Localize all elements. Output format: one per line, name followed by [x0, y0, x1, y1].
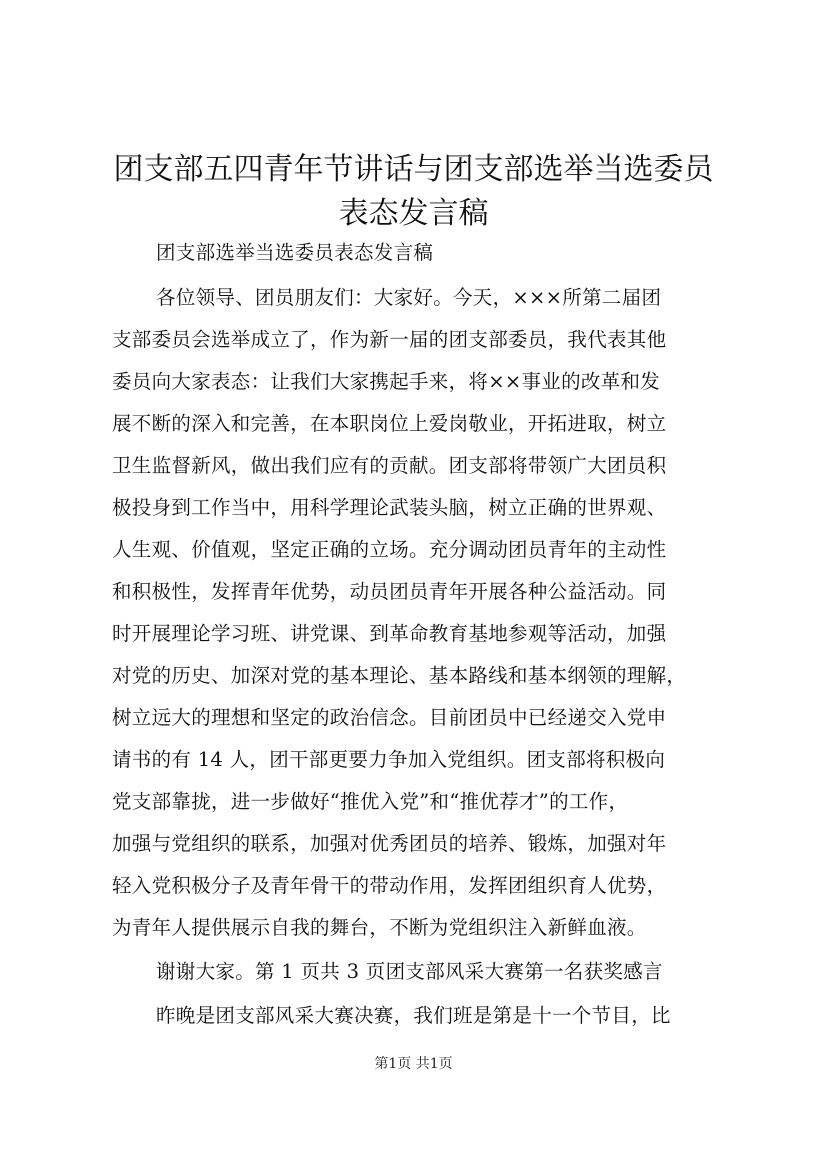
body-line: 时开展理论学习班、讲党课、到革命教育基地参观等活动，加强 — [112, 622, 667, 645]
body-line: 为青年人提供展示自我的舞台，不断为党组织注入新鲜血液。 — [112, 916, 647, 939]
body-line: 极投身到工作当中，用科学理论武装头脑，树立正确的世界观、 — [112, 496, 667, 519]
body-line: 请书的有 14 人，团干部更要力争加入党组织。团支部将积极向 — [112, 748, 666, 771]
body-line: 轻入党积极分子及青年骨干的带动作用，发挥团组织育人优势， — [112, 874, 667, 897]
body-line: 人生观、价值观，坚定正确的立场。充分调动团员青年的主动性 — [112, 538, 667, 561]
page-number-footer: 第1页 共1页 — [374, 1056, 453, 1072]
body-line: 卫生监督新风，做出我们应有的贡献。团支部将带领广大团员积 — [112, 454, 667, 477]
body-line: 谢谢大家。第 1 页共 3 页团支部风采大赛第一名获奖感言 — [156, 960, 663, 983]
body-line: 党支部靠拢，进一步做好“推优入党”和“推优荐才”的工作， — [112, 790, 629, 813]
body-line: 对党的历史、加深对党的基本理论、基本路线和基本纲领的理解， — [112, 664, 687, 687]
body-line: 支部委员会选举成立了，作为新一届的团支部委员，我代表其他 — [112, 328, 667, 351]
document-title-line-2: 表态发言稿 — [338, 196, 489, 231]
body-line: 树立远大的理想和坚定的政治信念。目前团员中已经递交入党申 — [112, 706, 667, 729]
body-line: 委员向大家表态：让我们大家携起手来，将××事业的改革和发 — [112, 370, 661, 393]
body-line: 各位领导、团员朋友们：大家好。今天，×××所第二届团 — [156, 286, 662, 309]
body-line: 展不断的深入和完善，在本职岗位上爱岗敬业，开拓进取，树立 — [112, 412, 667, 435]
body-line: 和积极性，发挥青年优势，动员团员青年开展各种公益活动。同 — [112, 580, 667, 603]
body-line: 加强与党组织的联系，加强对优秀团员的培养、锻炼，加强对年 — [112, 832, 667, 855]
body-line: 昨晚是团支部风采大赛决赛，我们班是第是十一个节目，比 — [156, 1004, 671, 1027]
document-title-line-1: 团支部五四青年节讲话与团支部选举当选委员 — [113, 152, 714, 187]
subtitle-line: 团支部选举当选委员表态发言稿 — [156, 241, 434, 264]
